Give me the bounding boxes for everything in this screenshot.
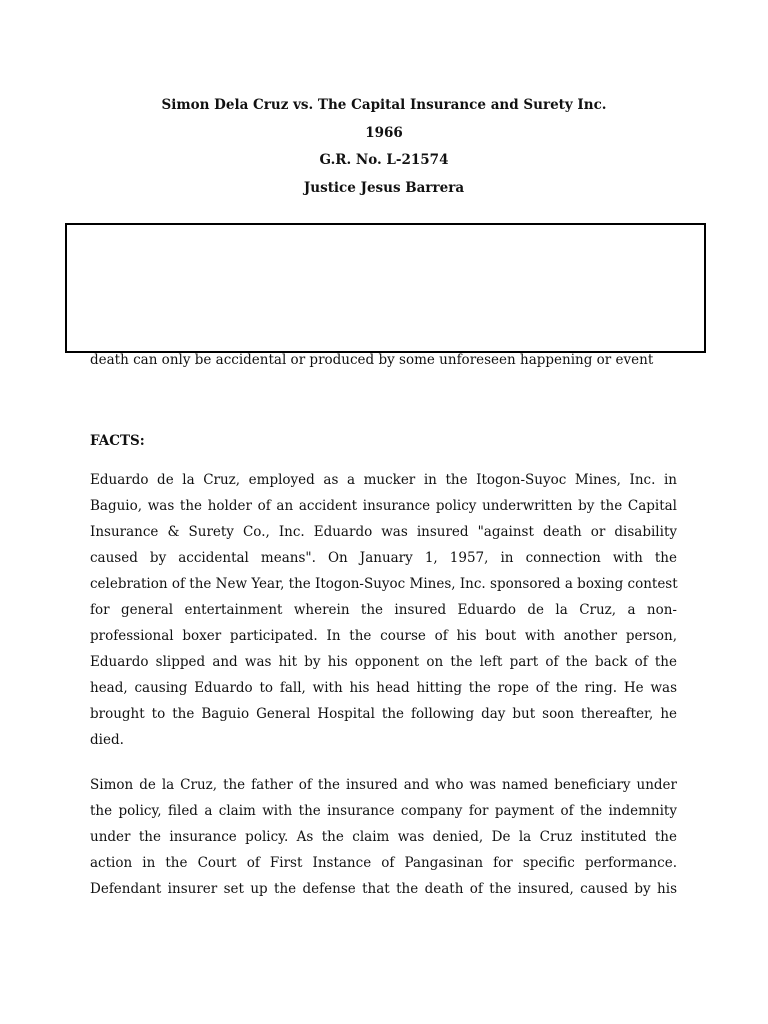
- doctrine-box: [65, 223, 706, 353]
- gr-number: G.R. No. L-21574: [319, 152, 449, 168]
- paragraph-line: under the insurance policy. As the claim was denied, De la Cruz instituted the: [90, 829, 677, 845]
- facts-paragraph-1: [90, 467, 677, 753]
- case-title: Simon Dela Cruz vs. The Capital Insurance and Surety Inc.: [161, 97, 607, 113]
- paragraph-line: Baguio, was the holder of an accident insurance policy underwritten by the Capital: [90, 498, 677, 514]
- paragraph-line: professional boxer participated. In the course of his bout with another person,: [90, 628, 677, 644]
- paragraph-line: for general entertainment wherein the insured Eduardo de la Cruz, a non-: [90, 602, 677, 618]
- paragraph-line: head, causing Eduardo to fall, with his head hitting the rope of the ring. He was: [90, 680, 677, 696]
- paragraph-line: Eduardo de la Cruz, employed as a mucker in the Itogon-Suyoc Mines, Inc. in: [90, 472, 677, 488]
- facts-paragraph-2: [90, 772, 677, 902]
- paragraph-line: action in the Court of First Instance of Pangasinan for specific performance.: [90, 855, 677, 871]
- paragraph-line: died.: [90, 732, 124, 748]
- paragraph-line: celebration of the New Year, the Itogon-Suyoc Mines, Inc. sponsored a boxing contest: [90, 576, 678, 592]
- paragraph-line: Defendant insurer set up the defense that the death of the insured, caused by his: [90, 881, 677, 897]
- paragraph-line: the policy, filed a claim with the insurance company for payment of the indemnity: [90, 803, 677, 819]
- paragraph-line: brought to the Baguio General Hospital the following day but soon thereafter, he: [90, 706, 677, 722]
- doctrine-text: death can only be accidental or produced by some unforeseen happening or event: [90, 352, 654, 368]
- paragraph-line: caused by accidental means". On January 1, 1957, in connection with the: [90, 550, 677, 566]
- paragraph-line: Eduardo slipped and was hit by his opponent on the left part of the back of the: [90, 654, 677, 670]
- paragraph-line: Simon de la Cruz, the father of the insured and who was named beneficiary under: [90, 777, 677, 793]
- case-year: 1966: [365, 125, 403, 141]
- paragraph-line: Insurance & Surety Co., Inc. Eduardo was insured "against death or disability: [90, 524, 677, 540]
- ponente-justice: Justice Jesus Barrera: [303, 180, 465, 196]
- facts-heading: FACTS:: [90, 433, 145, 449]
